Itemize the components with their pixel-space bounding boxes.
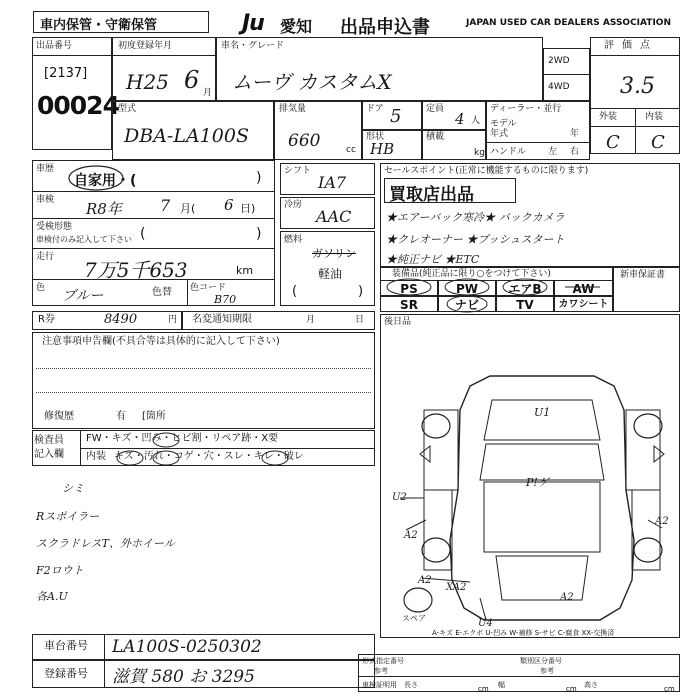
year-unit: 年 <box>570 129 580 139</box>
plate-value[interactable]: 滋賀 580 お 3295 <box>112 667 255 687</box>
color-code-label: 色コード <box>190 283 227 293</box>
registration-month[interactable]: 6 <box>184 66 200 94</box>
exterior-label: 外装 <box>599 112 618 122</box>
damage-mark-u4: U4 <box>478 618 493 629</box>
mileage-unit: km <box>236 264 254 277</box>
shift-value[interactable]: IA7 <box>318 173 347 192</box>
equip-sr[interactable]: SR <box>380 296 438 312</box>
inspector-row-2-label: 内装 <box>86 451 106 462</box>
fuel-gasoline[interactable]: ガソリン <box>312 247 356 260</box>
chassis-label: 車台番号 <box>44 639 88 652</box>
inspector-note-5: 各A.U <box>36 590 68 603</box>
doors-value[interactable]: 5 <box>390 106 402 127</box>
equipment-label: 装備品(純正品に限り○をつけて下さい) <box>392 269 551 279</box>
shape-value[interactable]: HB <box>370 140 395 158</box>
sales-point-line-3: ★純正ナビ ★ETC <box>386 253 480 266</box>
equip-pw[interactable]: PW <box>438 280 496 296</box>
footer-width: 幅 <box>498 681 505 689</box>
aircon-value[interactable]: AAC <box>316 207 352 226</box>
handle-right: 右 <box>570 147 580 157</box>
footer-row3-label: 車検証明用 <box>362 681 397 689</box>
dealer-label: ディーラー・並行 <box>490 104 562 114</box>
inspector-note-3: スクラドレスT、外ホイール <box>36 537 175 550</box>
interior-label: 内装 <box>645 112 664 122</box>
received-form-label: 受検形態 <box>36 222 73 232</box>
name-change-month: 月 <box>306 315 316 325</box>
displacement-value[interactable]: 660 <box>288 131 321 151</box>
registration-era[interactable]: H25 <box>126 70 169 94</box>
inspection-era[interactable]: R8年 <box>86 200 122 218</box>
inspector-label-1: 検査員 <box>34 435 64 446</box>
name-change-day: 日 <box>355 315 365 325</box>
name-change-label: 名変通知期限 <box>192 314 252 325</box>
sales-point-headline: 買取店出品 <box>389 185 474 205</box>
history-value[interactable]: 自家用・( <box>74 173 137 189</box>
notes-label: 注意事項申告欄(不具合等は具体的に記入して下さい) <box>42 336 280 347</box>
plate-label: 登録番号 <box>44 667 88 680</box>
damage-mark-u2-left: U2 <box>392 492 407 503</box>
association-name: JAPAN USED CAR DEALERS ASSOCIATION <box>466 18 671 28</box>
footer-height: 高さ <box>584 681 598 689</box>
handle-label: ハンドル <box>490 147 527 157</box>
load-unit: kg <box>474 148 485 158</box>
year-label: 年式 <box>490 129 509 139</box>
drive-4wd: 4WD <box>548 82 570 92</box>
equip-airbag[interactable]: エアB <box>496 280 554 296</box>
footer-row2-label: 参考 <box>374 667 388 675</box>
equip-aw[interactable]: AW <box>554 280 613 296</box>
lot-code: [2137] <box>44 66 88 81</box>
footer-row2b-label: 参考 <box>540 667 554 675</box>
fuel-open: ( <box>292 284 298 299</box>
color-change-label: 色替 <box>152 287 172 298</box>
equip-navi[interactable]: ナビ <box>438 296 496 312</box>
storage-tab: 車内保管・守衛保管 <box>33 11 209 33</box>
damage-mark-a2-left: A2 <box>404 530 418 541</box>
shift-label: シフト <box>284 166 312 176</box>
recycle-unit: 円 <box>168 315 178 325</box>
exterior-value[interactable]: C <box>606 132 620 153</box>
equip-tv[interactable]: TV <box>496 296 554 312</box>
equip-seat[interactable]: カワシート <box>554 296 613 312</box>
sales-point-line-1: ★エアーバック寒冷★ バックカメラ <box>386 211 565 224</box>
capacity-value[interactable]: 4 <box>455 110 465 128</box>
model-label: 型式 <box>118 104 137 114</box>
history-label: 車歴 <box>36 164 55 174</box>
damage-mark-a2-side: A2 <box>560 592 574 603</box>
chassis-value[interactable]: LA100S-0250302 <box>112 637 262 657</box>
lot-label: 出品番号 <box>36 41 73 51</box>
repair-place: [箇所 <box>142 411 166 422</box>
mileage-value[interactable]: 7万5千653 <box>84 258 188 282</box>
displacement-unit: cc <box>346 145 356 155</box>
inspector-row-2: キズ・汚れ・コゲ・穴・スレ・キレ・破レ <box>114 451 304 462</box>
displacement-label: 排気量 <box>279 104 307 114</box>
history-close: ) <box>256 170 262 186</box>
car-name-value[interactable]: ムーヴ カスタムX <box>232 70 392 94</box>
sales-point-line-2: ★クレオーナー ★プッシュスタート <box>386 233 565 246</box>
mileage-label: 走行 <box>36 252 55 262</box>
model-year-label: モデル <box>490 119 517 129</box>
load-label: 積載 <box>426 132 445 142</box>
registration-month-unit: 月 <box>203 88 213 98</box>
sales-point-label: セールスポイント(正常に機能するものに限ります) <box>384 166 589 176</box>
damage-mark-a2-rear: A2 <box>418 575 432 586</box>
damage-mark-a2-right: A2 <box>655 516 669 527</box>
capacity-label: 定員 <box>426 104 445 114</box>
fuel-diesel: 軽油 <box>318 267 343 281</box>
footer-unit-3: cm <box>664 685 675 693</box>
recycle-label: R券 <box>38 314 55 325</box>
capacity-unit: 人 <box>471 116 481 126</box>
footer-unit-1: cm <box>478 685 489 693</box>
doors-label: ドア <box>366 104 384 114</box>
car-name-label: 車名・グレード <box>221 41 285 51</box>
damage-mark-u1: U1 <box>534 406 551 419</box>
fuel-close: ) <box>358 284 364 299</box>
registration-label: 初度登録年月 <box>118 41 173 51</box>
inspection-day[interactable]: 6 <box>224 196 234 214</box>
spare-label: スペア <box>402 614 426 623</box>
inspection-label: 車検 <box>36 195 55 205</box>
equipment-circle-marks <box>380 278 613 314</box>
color-value[interactable]: ブルー <box>62 288 104 304</box>
repair-label: 修復歴 <box>44 411 74 422</box>
received-form-note: 車検付のみ記入して下さい <box>36 235 132 244</box>
inspection-month-unit: 月( <box>180 202 196 215</box>
lot-number[interactable]: 00024 <box>37 91 119 120</box>
inspector-circle-marks <box>110 430 310 466</box>
inspector-note-1: シミ <box>62 482 84 495</box>
aircon-label: 冷房 <box>284 200 303 210</box>
grade-label: 評価点 <box>604 40 658 51</box>
repair-value: 有 <box>116 411 126 422</box>
footer-length: 長さ <box>404 681 418 689</box>
received-form-open: ( <box>140 226 146 242</box>
post-day-label: 後日品 <box>384 317 412 327</box>
history-circle-mark <box>66 163 126 193</box>
warranty-label: 新車保証書 <box>620 270 666 280</box>
footer-unit-2: cm <box>566 685 577 693</box>
damage-mark-xa2: XA2 <box>446 582 467 593</box>
drive-2wd: 2WD <box>548 56 570 66</box>
inspection-day-unit: 日) <box>240 202 256 215</box>
color-label: 色 <box>36 283 46 293</box>
inspector-label-2: 記入欄 <box>34 449 64 460</box>
inspection-month[interactable]: 7 <box>160 196 171 215</box>
fuel-label: 燃料 <box>284 235 303 245</box>
footer-row1b-label: 類別区分番号 <box>520 657 562 665</box>
inspector-note-2: Rスポイラー <box>36 510 100 523</box>
ju-logo: Ju <box>242 11 264 36</box>
equip-ps[interactable]: PS <box>380 280 438 296</box>
damage-mark-pge: P!ゲ <box>526 476 549 489</box>
inspector-row-1: FW・キズ・凹み・ヒビ割・リペア跡・X要 <box>86 433 279 444</box>
recycle-value[interactable]: 8490 <box>104 312 138 327</box>
interior-value[interactable]: C <box>651 132 665 153</box>
inspector-note-4: F2ロウト <box>36 564 84 577</box>
grade-value[interactable]: 3.5 <box>620 74 655 99</box>
shape-label: 形状 <box>366 132 385 142</box>
damage-legend: A-キズ E-エクボ U-凹み W-補修 S-サビ C-腐食 XX-交換済 <box>432 629 615 637</box>
color-code-value[interactable]: B70 <box>214 293 237 306</box>
logo-text: 愛知 <box>280 17 313 36</box>
handle-left: 左 <box>548 147 558 157</box>
model-value[interactable]: DBA-LA100S <box>124 125 249 147</box>
footer-row1-label: 形式指定番号 <box>362 657 404 665</box>
form-title: 出品申込書 <box>340 17 430 38</box>
received-form-close: ) <box>256 226 262 242</box>
